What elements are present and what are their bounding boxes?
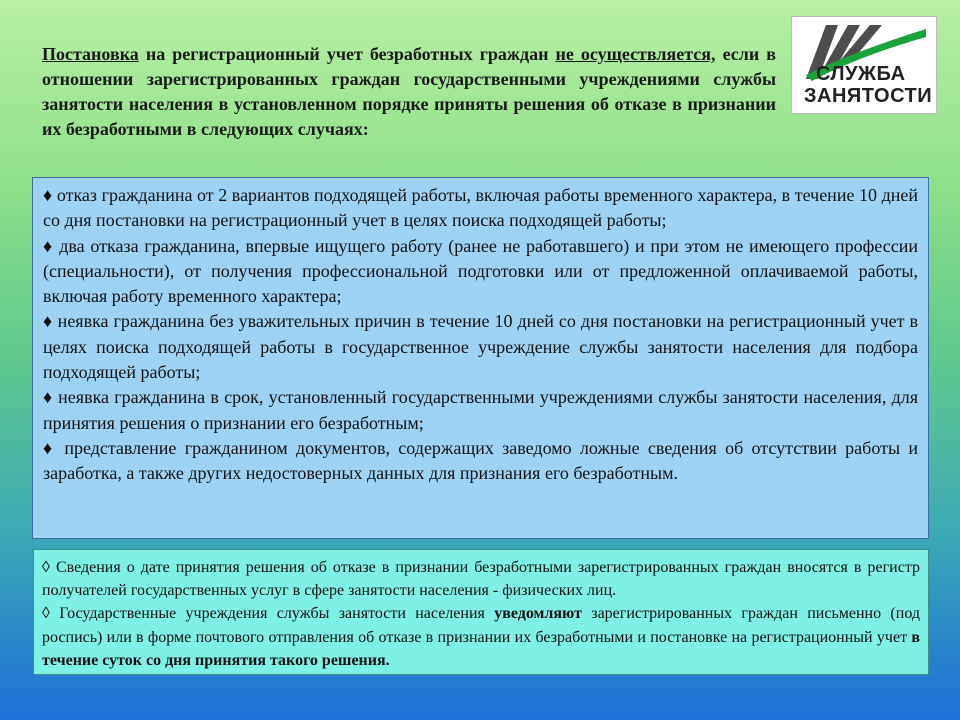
case-item: ♦ представление гражданином документов, содержащих заведомо ложные сведения об отсутствии работы и заработка, а также других недостоверных данных для признания его безработным. <box>43 437 918 484</box>
note2-emphasis-deadline: в течение суток со дня принятия такого решения. <box>42 628 920 669</box>
note2-text-a: ◊ Государственные учреждения службы занятости населения <box>42 605 495 623</box>
case-item: ♦ отказ гражданина от 2 вариантов подходящей работы, включая работы временного характера, в течение 10 дней со дня постановки на регистрационный учет в целях поиска подходящей работы; <box>43 185 918 231</box>
note2-emphasis-notify: уведомляют <box>494 605 582 623</box>
intro-paragraph <box>42 42 776 142</box>
intro-term: Постановка <box>42 44 139 64</box>
note2-text-c: зарегистрированных граждан письменно (под роспись) или в форме почтового отправления об отказе в признании их безработными и постановке на регистрационный учет <box>42 605 920 646</box>
case-item: ♦ неявка гражданина без уважительных причин в течение 10 дней со дня постановки на регистрационный учет в целях поиска подходящей работы в государственное учреждение службы занятости населения для подбора подходящей работы; <box>43 311 918 383</box>
case-item: ♦ неявка гражданина в срок, установленный государственными учреждениями службы занятости населения, для принятия решения о признании его безработным; <box>43 387 918 433</box>
note-register: ◊ Сведения о дате принятия решения об отказе в признании безработными зарегистрированных граждан вносятся в регистр получателей государственных услуг в сфере занятости населения - физических лиц. <box>42 559 920 600</box>
refusal-cases-box <box>32 177 929 539</box>
sluzhba-zanyatosti-logo <box>791 16 937 114</box>
notes-box <box>33 549 929 675</box>
logo-text-line1: СЛУЖБА <box>816 63 906 85</box>
intro-text-1: на регистрационный учет безработных граждан <box>138 44 556 64</box>
logo-text-line2: ЗАНЯТОСТИ <box>804 85 933 107</box>
note-notification <box>42 602 920 672</box>
intro-emphasis: не осуществляется, <box>555 44 716 64</box>
intro-text-2: если в отношении зарегистрированных граждан государственными учреждениями службы занятости населения в установленном порядке приняты решения об отказе в признании их безработными в следующих случаях: <box>42 44 777 139</box>
case-item: ♦ два отказа гражданина, впервые ищущего работу (ранее не работавшего) и при этом не имеющего профессии (специальности), от получения профессиональной подготовки или от предложенной оплачиваемой работы, включая работу временного характера; <box>43 235 918 307</box>
